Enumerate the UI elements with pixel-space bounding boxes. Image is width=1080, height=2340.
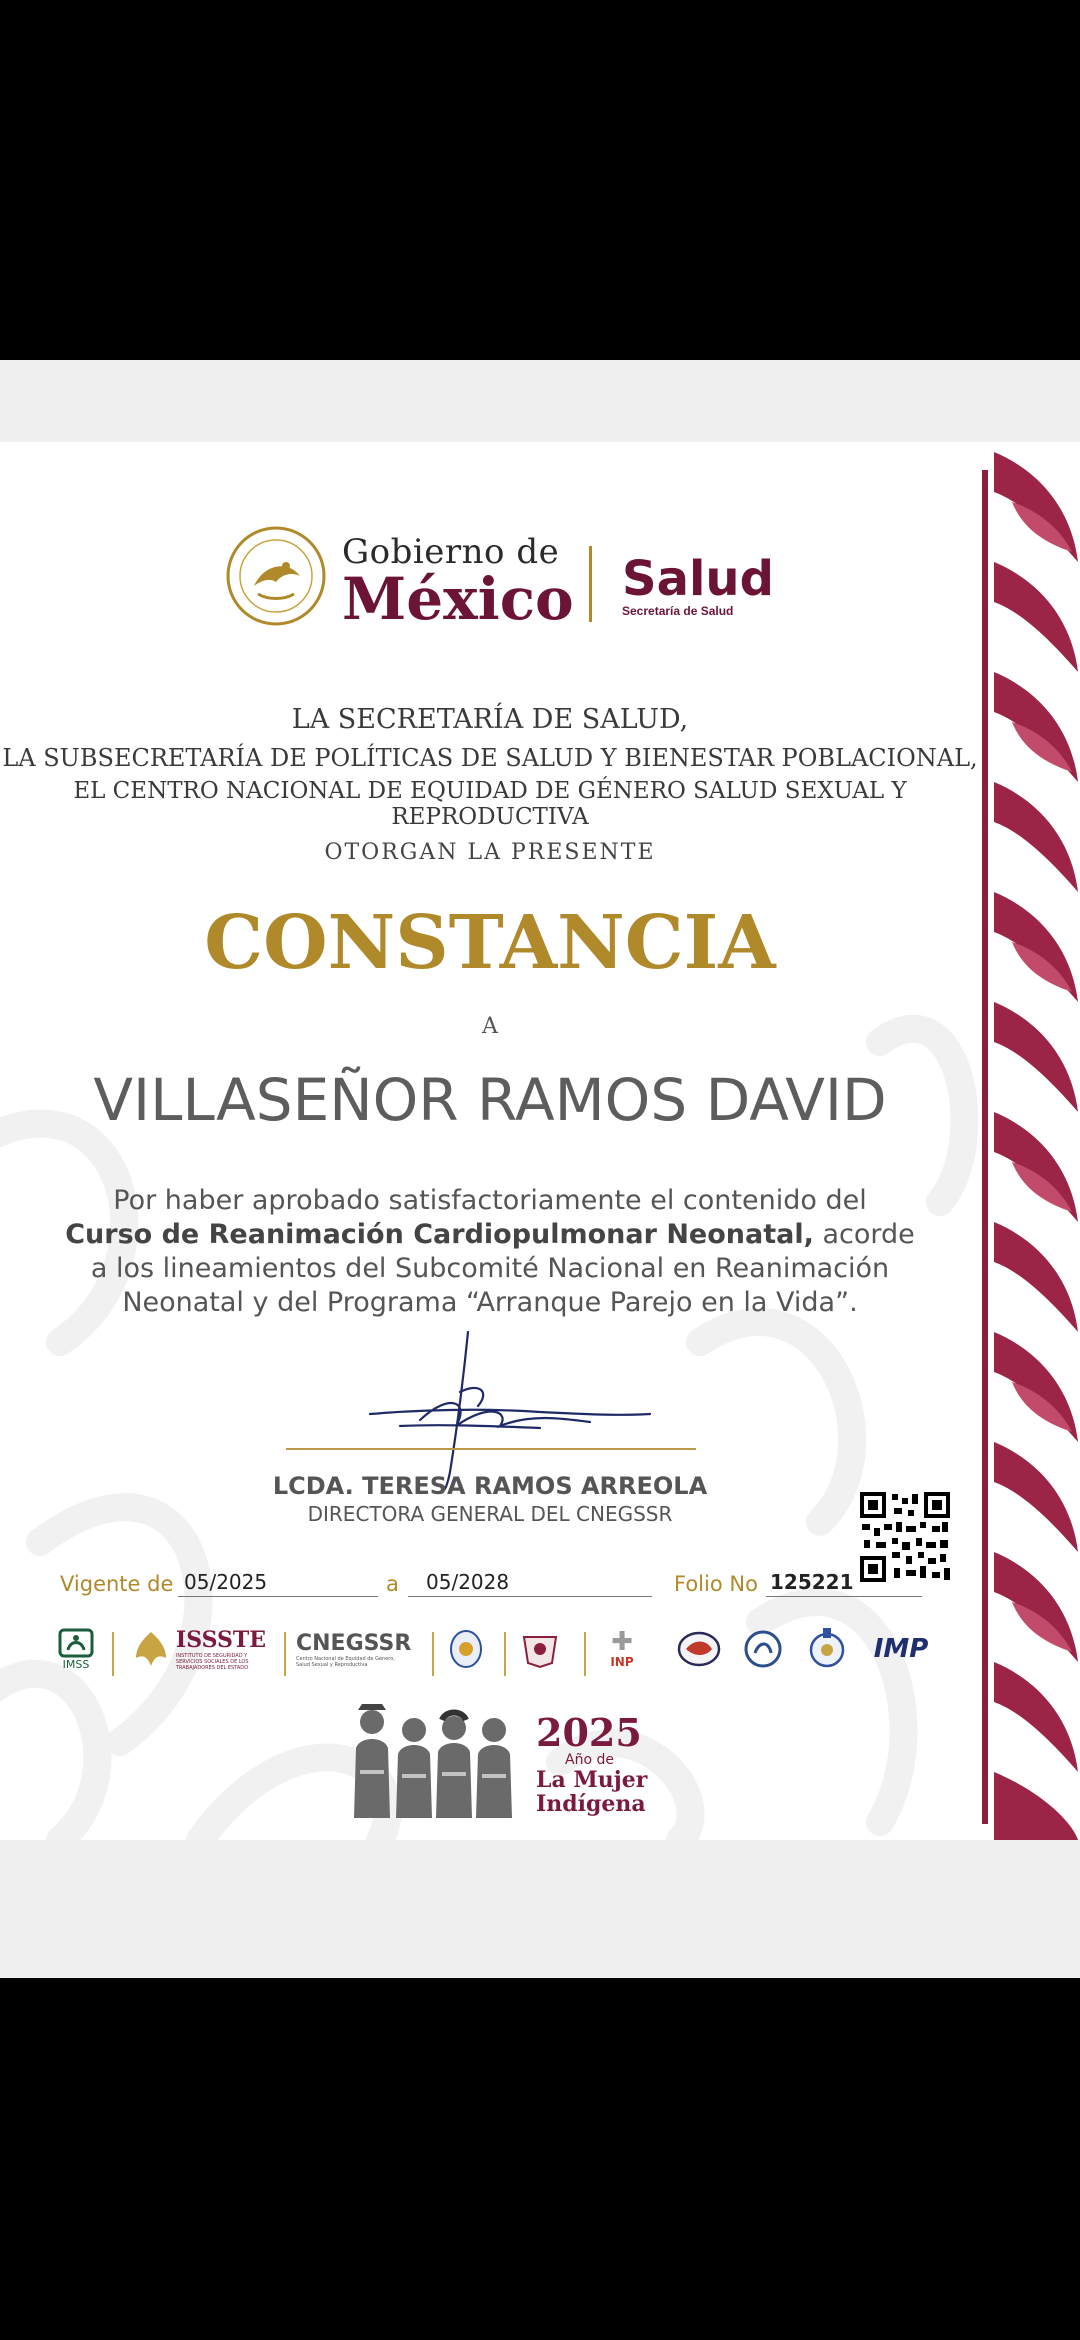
logo-divider: [284, 1632, 286, 1676]
body-line-4: Neonatal y del Programa “Arranque Parejo en la Vida”.: [122, 1287, 858, 1318]
folio-underline: [766, 1596, 922, 1597]
gobierno-line1: Gobierno de: [342, 532, 560, 572]
year-number: 2025: [536, 1710, 642, 1755]
year-title: [536, 1768, 647, 1816]
year-title-line1: La Mujer: [536, 1767, 648, 1793]
mexico-seal-icon: [224, 524, 328, 628]
imss-logo: [56, 1622, 96, 1676]
vigente-from: 05/2025: [184, 1570, 268, 1594]
institute-seal-3-logo: [740, 1622, 786, 1676]
top-black-bar: [0, 0, 1080, 360]
institute-globe-logo: [674, 1622, 724, 1676]
imp-label: IMP: [873, 1634, 929, 1664]
year-title-line2: Indígena: [536, 1791, 646, 1817]
seal-3-icon: [743, 1629, 783, 1669]
vigente-label: Vigente de: [60, 1572, 174, 1596]
cnegssr-label: CNEGSSR: [296, 1630, 412, 1656]
year-ano-de: Año de: [565, 1752, 614, 1768]
issste-icon: [130, 1628, 172, 1670]
institution-logos: [56, 1622, 936, 1682]
institution-line-1: LA SECRETARÍA DE SALUD,: [291, 704, 689, 735]
signature-line: [286, 1448, 696, 1450]
certificate-body: [60, 1184, 920, 1320]
inp-cross-icon: ✚: [611, 1627, 633, 1657]
institution-line-2: LA SUBSECRETARÍA DE POLÍTICAS DE SALUD Y BIENESTAR POBLACIONAL,: [2, 744, 978, 772]
handwritten-signature: [360, 1322, 660, 1492]
qr-code-icon[interactable]: [860, 1492, 950, 1582]
issste-sublabel: INSTITUTO DE SEGURIDAD Y SERVICIOS SOCIALES DE LOS TRABAJADORES DEL ESTADO: [175, 1653, 249, 1671]
course-name: Curso de Reanimación Cardiopulmonar Neonatal,: [65, 1219, 814, 1250]
cnegssr-logo: [296, 1622, 426, 1676]
signer-role: DIRECTORA GENERAL DEL CNEGSSR: [307, 1502, 673, 1526]
body-line-1: Por haber aprobado satisfactoriamente el contenido del: [113, 1185, 867, 1216]
seal-1-icon: [449, 1629, 483, 1669]
recipient-name: VILLASEÑOR RAMOS DAVID: [93, 1066, 887, 1134]
body-line-2-rest: acorde: [813, 1219, 915, 1250]
border-inner-line: [982, 470, 988, 1824]
seal-4-icon: [807, 1626, 847, 1672]
folio-label: Folio No: [674, 1572, 758, 1596]
logo-divider: [504, 1632, 506, 1676]
salud-logo: [622, 551, 774, 618]
logo-divider: [112, 1632, 114, 1676]
vigente-from-underline: [178, 1596, 378, 1597]
gobierno-line2: México: [342, 565, 574, 633]
vigente-to: 05/2028: [426, 1570, 510, 1594]
globe-icon: [676, 1629, 722, 1669]
inp-logo: [602, 1622, 642, 1676]
a-letter: A: [482, 1014, 498, 1039]
gobierno-logo-text: [342, 532, 574, 633]
otorgan-text: OTORGAN LA PRESENTE: [324, 840, 656, 865]
vigente-a-label: a: [386, 1572, 399, 1596]
bottom-black-bar: [0, 1978, 1080, 2340]
signer-name: LCDA. TERESA RAMOS ARREOLA: [272, 1472, 708, 1500]
institute-seal-1-logo: [446, 1622, 486, 1676]
institute-seal-2-logo: [518, 1622, 562, 1676]
issste-logo: [128, 1622, 268, 1676]
salud-subtitle: Secretaría de Salud: [622, 604, 734, 618]
logo-divider: [432, 1632, 434, 1676]
body-line-2: [60, 1218, 920, 1252]
certificate: [0, 442, 1080, 1840]
imss-label: IMSS: [62, 1657, 90, 1671]
folio-number: 125221: [770, 1570, 854, 1594]
body-line-3: a los lineamientos del Subcomité Nacional en Reanimación: [90, 1253, 890, 1284]
salud-title: Salud: [622, 551, 774, 607]
indigenous-women-icon: [346, 1700, 526, 1818]
institution-line-3: EL CENTRO NACIONAL DE EQUIDAD DE GÉNERO SALUD SEXUAL Y REPRODUCTIVA: [73, 778, 907, 830]
certificate-title: CONSTANCIA: [204, 900, 776, 986]
inp-label: INP: [610, 1655, 634, 1669]
header-divider: [589, 546, 592, 622]
seal-2-icon: [520, 1629, 560, 1669]
issste-label: ISSSTE: [175, 1627, 267, 1653]
institute-seal-4-logo: [804, 1622, 850, 1676]
vigente-to-underline: [408, 1596, 652, 1597]
imss-icon: [58, 1628, 94, 1658]
decorative-border: [982, 442, 1080, 1840]
imp-logo: [873, 1622, 929, 1676]
year-banner: [340, 1700, 660, 1820]
cnegssr-sublabel: Centro Nacional de Equidad de Género, Salud Sexual y Reproductiva: [296, 1655, 395, 1668]
logo-divider: [584, 1632, 586, 1676]
